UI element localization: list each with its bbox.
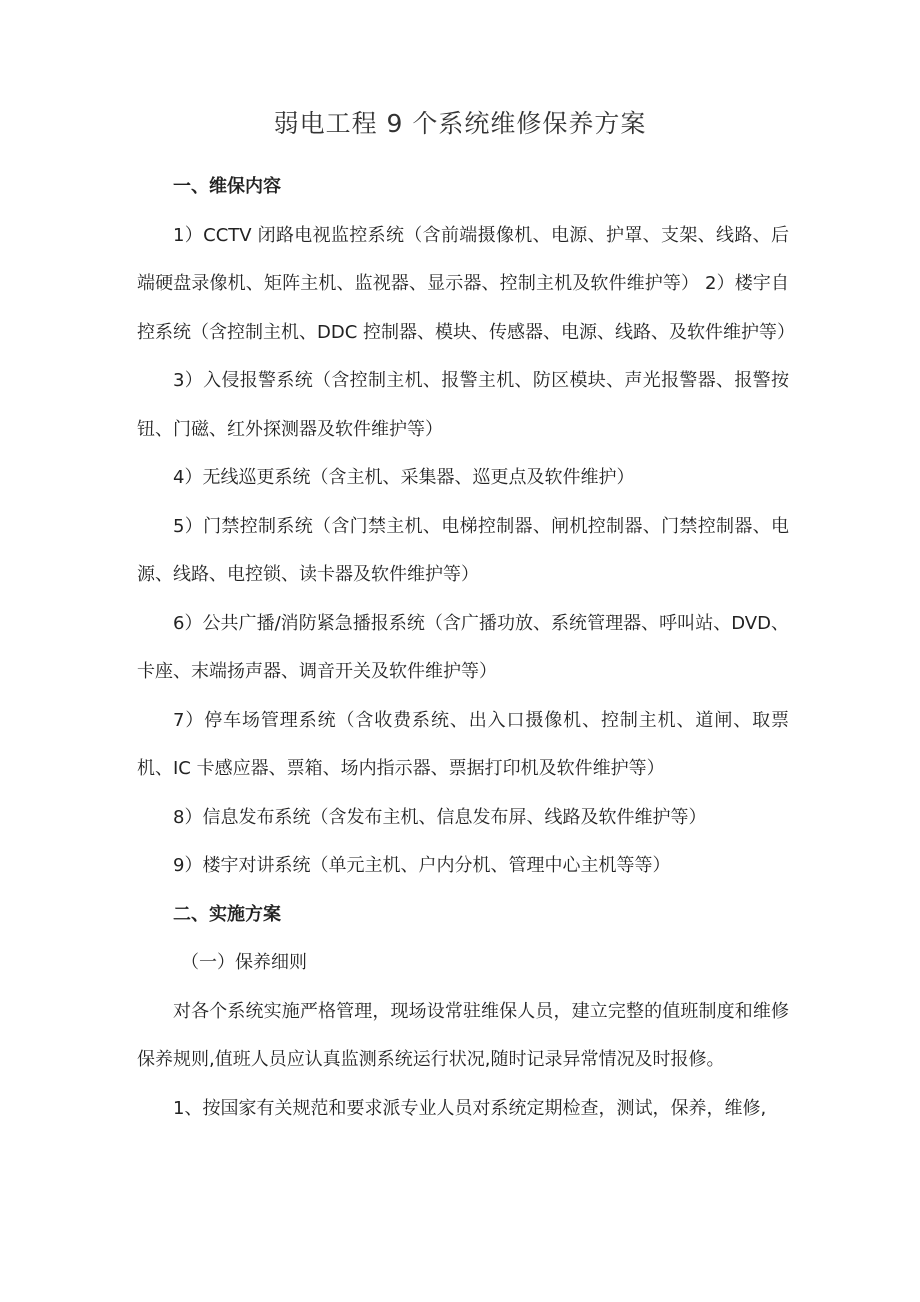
list-item-information-release: 8）信息发布系统（含发布主机、信息发布屏、线路及软件维护等） — [173, 806, 707, 828]
list-item-public-broadcast: 6）公共广播/消防紧急播报系统（含广播功放、系统管理器、呼叫站、DVD、卡座、末端扬声器、调音开关及软件维护等） — [137, 612, 789, 682]
document-title: 弱电工程 9 个系统维修保养方案 — [273, 109, 647, 138]
list-item-cctv-and-building-control: 1）CCTV 闭路电视监控系统（含前端摄像机、电源、护罩、支架、线路、后端硬盘录像机、矩阵主机、监视器、显示器、控制主机及软件维护等） 2）楼宇自控系统（含控制主机、DDC 控制器、模块、传感器、电源、线路、及软件维护等） — [137, 224, 796, 343]
list-item-intrusion-alarm: 3）入侵报警系统（含控制主机、报警主机、防区模块、声光报警器、报警按钮、门磁、红外探测器及软件维护等） — [137, 370, 789, 440]
document-body — [137, 163, 796, 1133]
subsection-heading-maintenance-rules: （一）保养细则 — [181, 952, 307, 973]
section-heading-maintenance-content: 一、维保内容 — [173, 176, 281, 197]
body-paragraph: 1、按国家有关规范和要求派专业人员对系统定期检查，测试，保养，维修, — [173, 1097, 767, 1119]
section-heading-implementation-plan: 二、实施方案 — [173, 903, 281, 925]
list-item-parking-management: 7）停车场管理系统（含收费系统、出入口摄像机、控制主机、道闸、取票机、IC 卡感应器、票箱、场内指示器、票据打印机及软件维护等） — [137, 709, 789, 779]
list-item-wireless-patrol: 4）无线巡更系统（含主机、采集器、巡更点及软件维护） — [173, 467, 635, 488]
list-item-access-control: 5）门禁控制系统（含门禁主机、电梯控制器、闸机控制器、门禁控制器、电源、线路、电控锁、读卡器及软件维护等） — [137, 515, 789, 585]
body-paragraph: 对各个系统实施严格管理，现场设常驻维保人员，建立完整的值班制度和维修保养规则,值班人员应认真监测系统运行状况,随时记录异常情况及时报修。 — [137, 1000, 789, 1070]
list-item-building-intercom: 9）楼宇对讲系统（单元主机、户内分机、管理中心主机等等） — [173, 855, 671, 876]
